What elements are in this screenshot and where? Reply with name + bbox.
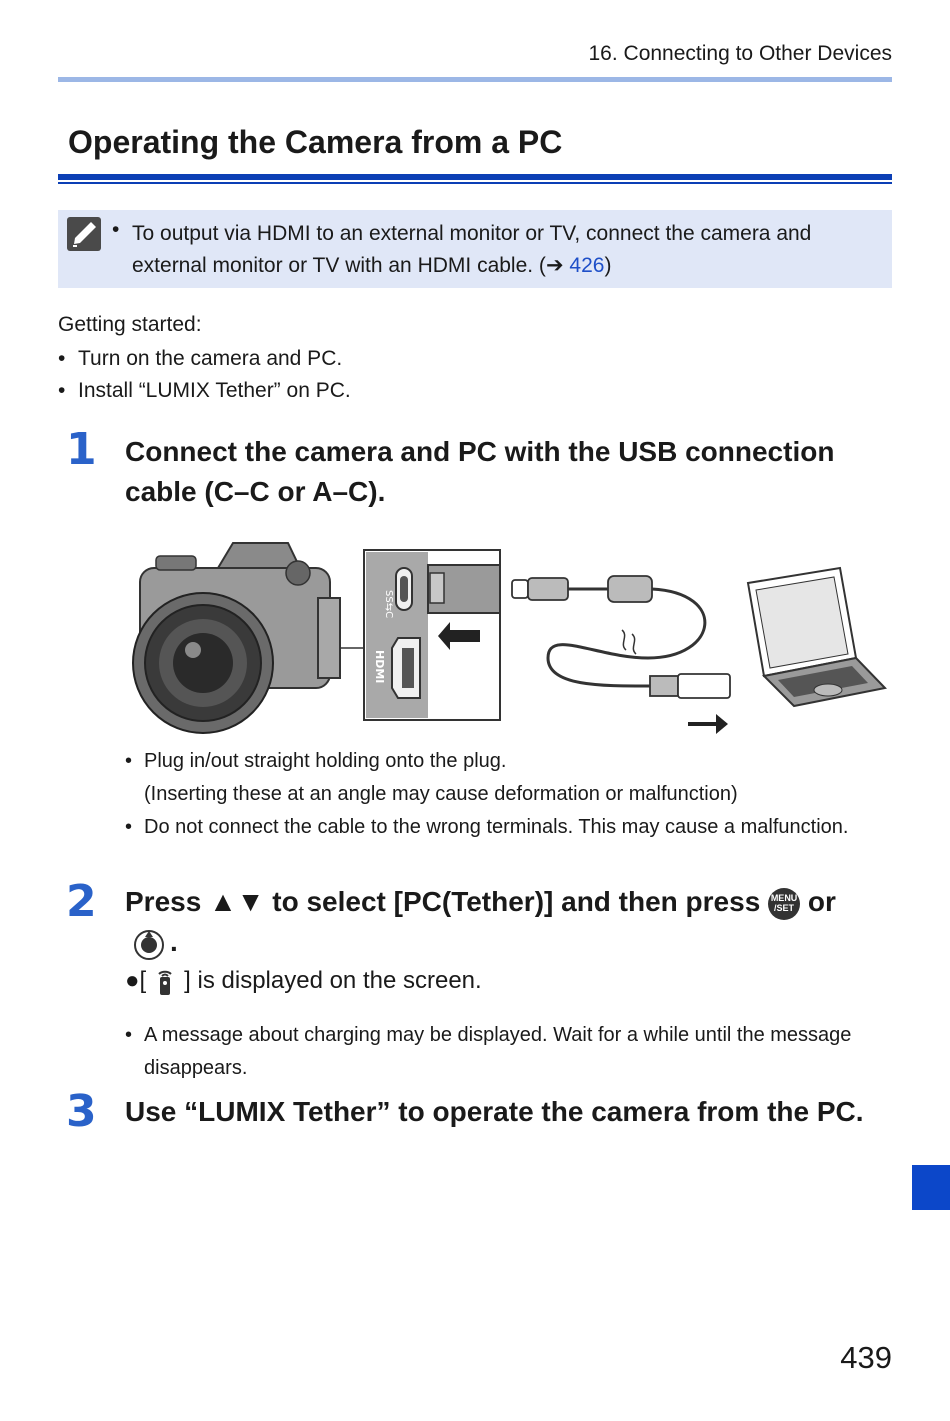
usb-cable <box>512 576 730 734</box>
step-2-display-line: ●[ ] is displayed on the screen. <box>125 967 482 994</box>
note-text: To output via HDMI to an external monitor or TV, connect the camera and external monitor or TV with an HDMI cable. (➔ 426) <box>132 222 812 277</box>
chapter-tab <box>912 1165 950 1210</box>
title-rule-thin <box>58 182 892 184</box>
list-item: • Do not connect the cable to the wrong terminals. This may cause a malfunction. <box>125 816 849 838</box>
page-number: 439 <box>840 1340 892 1375</box>
arrow-icon: ➔ <box>545 254 564 277</box>
getting-started-list <box>58 343 351 407</box>
step-number-1: 1 <box>66 424 96 475</box>
chapter-header: 16. Connecting to Other Devices <box>588 42 892 65</box>
hdmi-port-label: HDMI <box>373 650 386 684</box>
note-box <box>58 210 892 288</box>
note-bullet: • <box>112 218 120 241</box>
list-item: (Inserting these at an angle may cause deformation or malfunction) <box>144 783 738 805</box>
step-number-2: 2 <box>66 876 96 927</box>
title-rule <box>58 174 892 180</box>
list-item: • Install “LUMIX Tether” on PC. <box>58 379 351 402</box>
usb-port-label: SS⇆C <box>383 590 394 619</box>
step-text-2: Press ▲▼ to select [PC(Tether)] and then press MENU /SET or <box>125 882 895 922</box>
connection-illustration <box>128 538 893 738</box>
pencil-note-icon <box>67 217 101 251</box>
header-rule <box>58 77 892 82</box>
remote-tether-icon <box>150 966 180 996</box>
step-text-3: Use “LUMIX Tether” to operate the camera from the PC. <box>125 1096 864 1127</box>
step-text-1: Connect the camera and PC with the USB connection cable (C–C or A–C). <box>125 436 835 507</box>
page-link[interactable]: 426 <box>569 254 605 277</box>
laptop-icon <box>748 568 885 706</box>
menu-set-icon: MENU /SET <box>768 888 800 920</box>
step-number-3: 3 <box>66 1086 96 1137</box>
port-panel <box>364 550 500 720</box>
list-item: • Turn on the camera and PC. <box>58 347 343 370</box>
getting-started-label: Getting started: <box>58 313 202 336</box>
list-item: • A message about charging may be displayed. Wait for a while until the message disappears. <box>125 1024 852 1079</box>
list-item: • Plug in/out straight holding onto the plug. <box>125 750 507 772</box>
step-2-notes <box>125 1019 855 1085</box>
joystick-press-icon <box>132 928 166 962</box>
page-title: Operating the Camera from a PC <box>68 124 563 160</box>
step-1-notes <box>125 745 855 844</box>
camera-icon <box>133 543 364 733</box>
step-2-period: . <box>170 926 178 957</box>
